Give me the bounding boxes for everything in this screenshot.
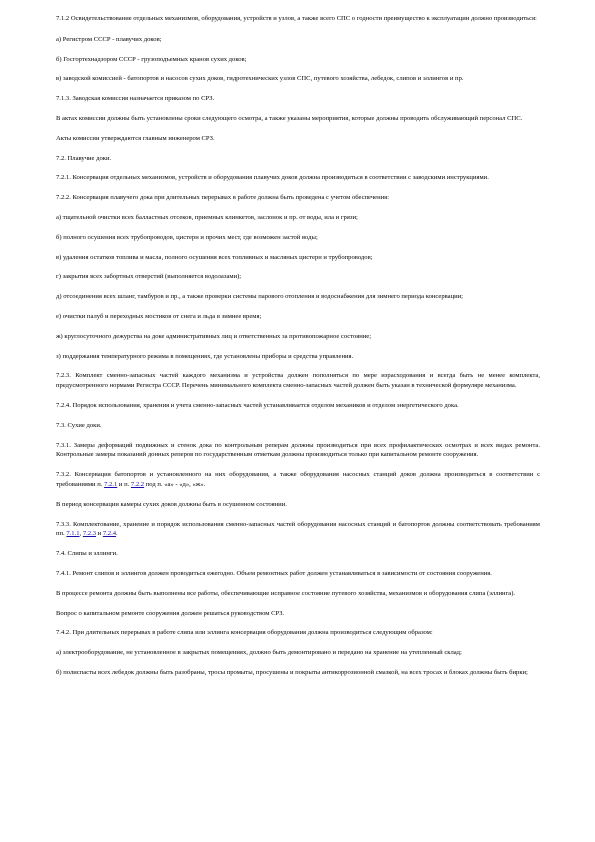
paragraph: е) очистки палуб и переходных мостиков от снега и льда в зимнее время; <box>56 312 262 320</box>
cross-reference-link[interactable]: 7.1.1 <box>66 530 80 538</box>
paragraph: 7.4. Слипы и эллинги. <box>56 550 118 558</box>
paragraph: б) полиспасты всех лебедок должны быть разобраны, тросы промыты, просушены и покрыты антикоррозионной смазкой, на всех тросах и блоках должны быть бирки; <box>56 668 528 676</box>
paragraph: В период консервации камеры сухих доков должны быть в осушенном состоянии. <box>56 500 287 508</box>
paragraph: б) полного осушения всех трубопроводов, цистерн и прочих мест, где возможен застой воды; <box>56 233 318 241</box>
paragraph: 7.2. Плавучие доки. <box>56 154 112 162</box>
paragraph: 7.3.3. Комплектование, хранение и порядок использования сменно-запасных частей оборудования насосных станций и батопортов должны соответствовать требованиям пп. 7.1.1, 7.2.3 и 7.2.4. <box>56 520 540 538</box>
paragraph: 7.2.4. Порядок использования, хранения и учета сменно-запасных частей устанавливается отделом механиков и отделом энергетического дока. <box>56 401 459 409</box>
cross-reference-link[interactable]: 7.2.2 <box>130 480 145 488</box>
document-page <box>56 14 540 678</box>
cross-reference-link[interactable]: 7.2.1 <box>104 480 118 488</box>
paragraph: з) поддержания температурного режима в помещениях, где установлены приборы и средства управления. <box>56 352 354 360</box>
paragraph: 7.4.2. При длительных перерывах в работе слипа или эллинга консервация оборудования должна производиться следующим образом: <box>56 629 433 637</box>
paragraph: а) электрооборудование, не установленное в закрытых помещениях, должно быть демонтировано и передано на хранение на утепленный склад; <box>56 649 462 657</box>
paragraph: 7.3.1. Замеры деформаций подвижных и стенок дока по контрольным реперам должны производиться при всех профилактических осмотрах и всех видах ремонта. Контрольные замеры показаний донных реперов по государственным отметкам должны производиться только при капитальном ремонте сооружения. <box>56 441 540 459</box>
paragraph: а) Регистром СССР - плавучих доков; <box>56 35 162 43</box>
paragraph: 7.2.2. Консервация плавучего дока при длительных перерывах в работе должна быть проведена с учетом обеспечения: <box>56 194 389 202</box>
paragraph: ж) круглосуточного дежурства на доке административных лиц и ответственных за противопожарное состояние; <box>56 332 372 340</box>
paragraph: 7.3. Сухие доки. <box>56 421 102 429</box>
paragraph: б) Госгортехнадзором СССР - грузоподъемных кранов сухих доков; <box>56 55 247 63</box>
paragraph: 7.4.1. Ремонт слипов и эллингов должен проводиться ежегодно. Объем ремонтных работ должен устанавливаться в зависимости от состояния сооружения. <box>56 569 492 577</box>
paragraph: 7.2.1. Консервация отдельных механизмов, устройств и оборудования плавучих доков должна производиться в соответствии с заводскими инструкциями. <box>56 174 489 182</box>
paragraph: 7.3.2. Консервация батопортов и установленного на них оборудования, а также оборудования насосных станций доков должна производиться в соответствии с требованиями п. 7.2.1 и п. 7.2.2 под п. «а» - «д», «ж». <box>56 471 540 488</box>
paragraph: Акты комиссии утверждаются главным инженером СРЗ. <box>56 134 215 142</box>
cross-reference-link[interactable]: 7.2.4 <box>102 530 117 538</box>
paragraph: В актах комиссии должны быть установлены сроки следующего осмотра, а также указаны мероприятия, которые должны проводить обслуживающий персонал СПС. <box>56 114 523 122</box>
paragraph: в) заводской комиссией - батопортов и насосов сухих доков, гидротехнических узлов СПС, путевого хозяйства, лебедок, слипов и эллингов и пр. <box>56 75 464 83</box>
cross-reference-link[interactable]: 7.2.3 <box>82 530 97 538</box>
paragraph: 7.1.2 Освидетельствование отдельных механизмов, оборудования, устройств и узлов, а также всего СПС о годности преимущество к эксплуатации должно производиться: <box>56 15 537 22</box>
paragraph: а) тщательной очистки всех балластных отсеков, приемных клинкетов, заслонок и пр. от воды, ила и грязи; <box>56 213 358 221</box>
paragraph: В процессе ремонта должны быть выполнены все работы, обеспечивающие исправное состояние путевого хозяйства, механизмов и оборудования слипа (эллинга). <box>56 589 516 597</box>
paragraph: д) отсоединения всех шланг, тамбуров и пр., а также проверки системы парового отопления и водоснабжения для зимнего периода консервации; <box>56 293 464 301</box>
paragraph: г) закрытия всех забортных отверстий (выполняется водолазами); <box>56 273 242 281</box>
paragraph: Вопрос о капитальном ремонте сооружения должен решаться руководством СРЗ. <box>56 609 285 617</box>
paragraph: в) удаления остатков топлива и масла, полного осушения всех топливных и масляных цистерн и трубопроводов; <box>56 253 373 261</box>
paragraph: 7.1.3. Заводская комиссия назначается приказом по СРЗ. <box>56 95 215 103</box>
paragraph: 7.2.3. Комплект сменно-запасных частей каждого механизма и устройства должен пополняться по мере израсходования и всегда быть не менее комплекта, предусмотренного нормами Регистра СССР. Перечень минимального комплекта сменно-запасных частей должен быть указан в технической формуляре механизма. <box>56 372 540 390</box>
